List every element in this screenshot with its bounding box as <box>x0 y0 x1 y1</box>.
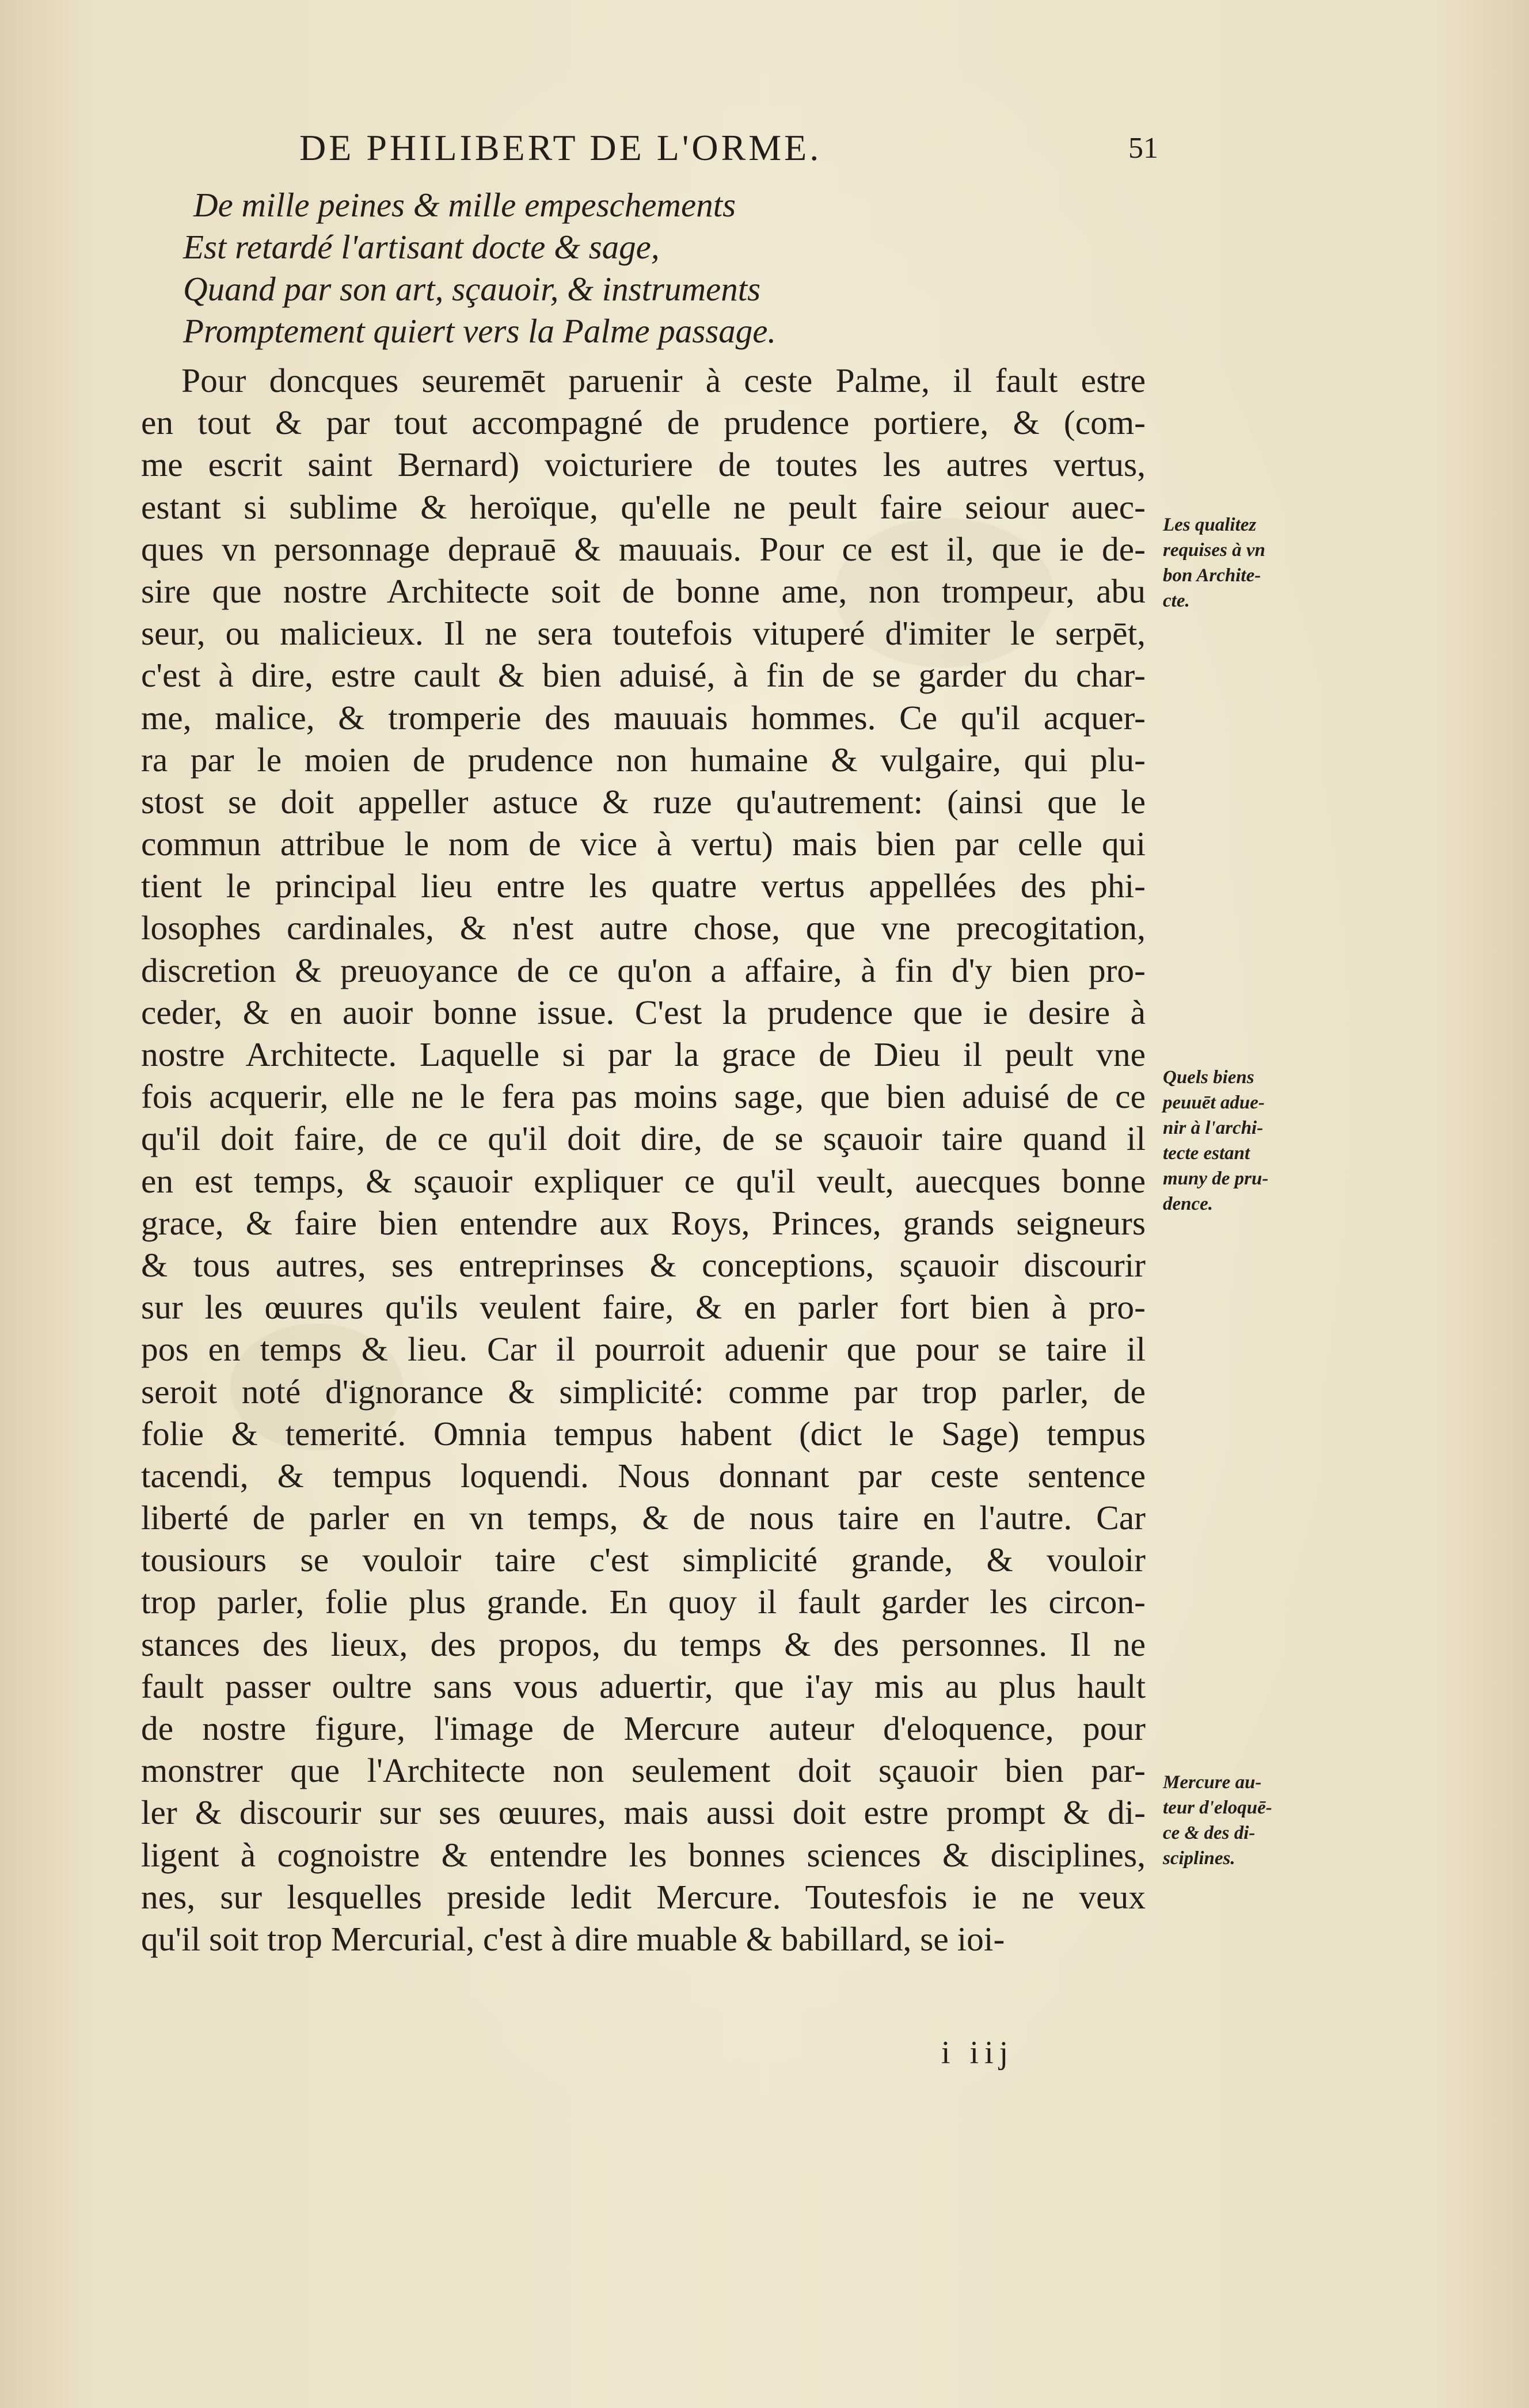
margin-note-line: requises à vn <box>1163 540 1265 561</box>
margin-note-line: sciplines. <box>1163 1848 1235 1869</box>
margin-note-line: bon Archite- <box>1163 565 1261 586</box>
text-line: discretion & preuoyance de ce qu'on a affaire, à fin d'y bien pro- <box>141 951 1146 989</box>
text-line: folie & temerité. Omnia tempus habent (dict le Sage) tempus <box>141 1414 1146 1453</box>
page-number: 51 <box>1128 132 1158 165</box>
text-line: en est temps, & sçauoir expliquer ce qu'il veult, auecques bonne <box>141 1161 1146 1200</box>
text-line: de nostre figure, l'image de Mercure auteur d'eloquence, pour <box>141 1709 1146 1747</box>
margin-note-line: Quels biens <box>1163 1067 1254 1088</box>
running-head: DE PHILIBERT DE L'ORME. <box>299 127 822 168</box>
text-line: nes, sur lesquelles preside ledit Mercure. Toutesfois ie ne veux <box>141 1877 1146 1916</box>
margin-note-line: Mercure au- <box>1163 1772 1262 1793</box>
margin-note-line: peuuēt adue- <box>1163 1092 1265 1113</box>
text-line: & tous autres, ses entreprinses & conceptions, sçauoir discourir <box>141 1245 1146 1284</box>
margin-note-line: tecte estant <box>1163 1143 1250 1164</box>
text-line: sur les œuures qu'ils veulent faire, & en parler fort bien à pro- <box>141 1288 1146 1327</box>
text-line: fault passer oultre sans vous aduertir, que i'ay mis au plus hault <box>141 1667 1146 1705</box>
verse-line: De mille peines & mille empeschements <box>193 186 736 224</box>
text-line: me, malice, & tromperie des mauuais hommes. Ce qu'il acquer- <box>141 698 1146 737</box>
text-line: pos en temps & lieu. Car il pourroit aduenir que pour se taire il <box>141 1330 1146 1369</box>
text-line: tacendi, & tempus loquendi. Nous donnant par ceste sentence <box>141 1456 1146 1495</box>
text-line: grace, & faire bien entendre aux Roys, Princes, grands seigneurs <box>141 1203 1146 1242</box>
body-text <box>141 360 1146 1960</box>
text-line: qu'il doit faire, de ce qu'il doit dire, de se sçauoir taire quand il <box>141 1119 1146 1158</box>
text-line: ra par le moien de prudence non humaine & vulgaire, qui plu- <box>141 740 1146 779</box>
text-line: ques vn personnage deprauē & mauuais. Pour ce est il, que ie de- <box>141 529 1146 568</box>
text-line: ceder, & en auoir bonne issue. C'est la prudence que ie desire à <box>141 993 1146 1031</box>
text-line: c'est à dire, estre cault & bien aduisé, à fin de se garder du char- <box>141 656 1146 695</box>
catchword-signature: i iij <box>941 2035 1014 2071</box>
text-line: stost se doit appeller astuce & ruze qu'autrement: (ainsi que le <box>141 782 1146 821</box>
text-line: monstrer que l'Architecte non seulement doit sçauoir bien par- <box>141 1751 1146 1790</box>
verse-line: Est retardé l'artisant docte & sage, <box>183 228 660 266</box>
margin-note-line: cte. <box>1163 590 1190 611</box>
text-line: seur, ou malicieux. Il ne sera toutefois vituperé d'imiter le serpēt, <box>141 614 1146 653</box>
margin-note-line: teur d'eloquē- <box>1163 1797 1272 1818</box>
text-line: nostre Architecte. Laquelle si par la grace de Dieu il peult vne <box>141 1035 1146 1073</box>
text-line: seroit noté d'ignorance & simplicité: comme par trop parler, de <box>141 1372 1146 1411</box>
text-line: tousiours se vouloir taire c'est simplicité grande, & vouloir <box>141 1541 1146 1579</box>
text-line: en tout & par tout accompagné de prudence portiere, & (com- <box>141 403 1146 442</box>
text-line: qu'il soit trop Mercurial, c'est à dire muable & babillard, se ioi- <box>141 1919 1005 1958</box>
margin-note-mercury <box>1163 1770 1313 1871</box>
margin-note-qualities <box>1163 512 1313 614</box>
text-line: trop parler, folie plus grande. En quoy il fault garder les circon- <box>141 1583 1146 1621</box>
margin-note-line: dence. <box>1163 1194 1214 1214</box>
text-line: tient le principal lieu entre les quatre vertus appellées des phi- <box>141 867 1146 905</box>
margin-note-line: Les qualitez <box>1163 515 1257 535</box>
text-line: Pour doncques seuremēt paruenir à ceste Palme, il fault estre <box>181 361 1146 399</box>
text-line: sire que nostre Architecte soit de bonne ame, non trompeur, abu <box>141 571 1146 610</box>
verse-line: Quand par son art, sçauoir, & instruments <box>183 270 761 308</box>
text-line: commun attribue le nom de vice à vertu) mais bien par celle qui <box>141 825 1146 863</box>
text-line: me escrit saint Bernard) voicturiere de toutes les autres vertus, <box>141 445 1146 484</box>
verse-line: Promptement quiert vers la Palme passage. <box>183 312 777 350</box>
text-line: estant si sublime & heroïque, qu'elle ne peult faire seiour auec- <box>141 487 1146 526</box>
text-line: losophes cardinales, & n'est autre chose, que vne precogitation, <box>141 909 1146 947</box>
text-line: stances des lieux, des propos, du temps & des personnes. Il ne <box>141 1625 1146 1663</box>
text-line: fois acquerir, elle ne le fera pas moins sage, que bien aduisé de ce <box>141 1077 1146 1116</box>
margin-note-prudence <box>1163 1065 1313 1217</box>
verse-block <box>183 184 776 352</box>
text-line: ligent à cognoistre & entendre les bonnes sciences & disciplines, <box>141 1835 1146 1874</box>
margin-note-line: nir à l'archi- <box>1163 1118 1264 1138</box>
text-line: ler & discourir sur ses œuures, mais aussi doit estre prompt & di- <box>141 1793 1146 1832</box>
text-line: liberté de parler en vn temps, & de nous taire en l'autre. Car <box>141 1499 1146 1537</box>
margin-note-line: ce & des di- <box>1163 1823 1256 1843</box>
margin-note-line: muny de pru- <box>1163 1168 1269 1189</box>
